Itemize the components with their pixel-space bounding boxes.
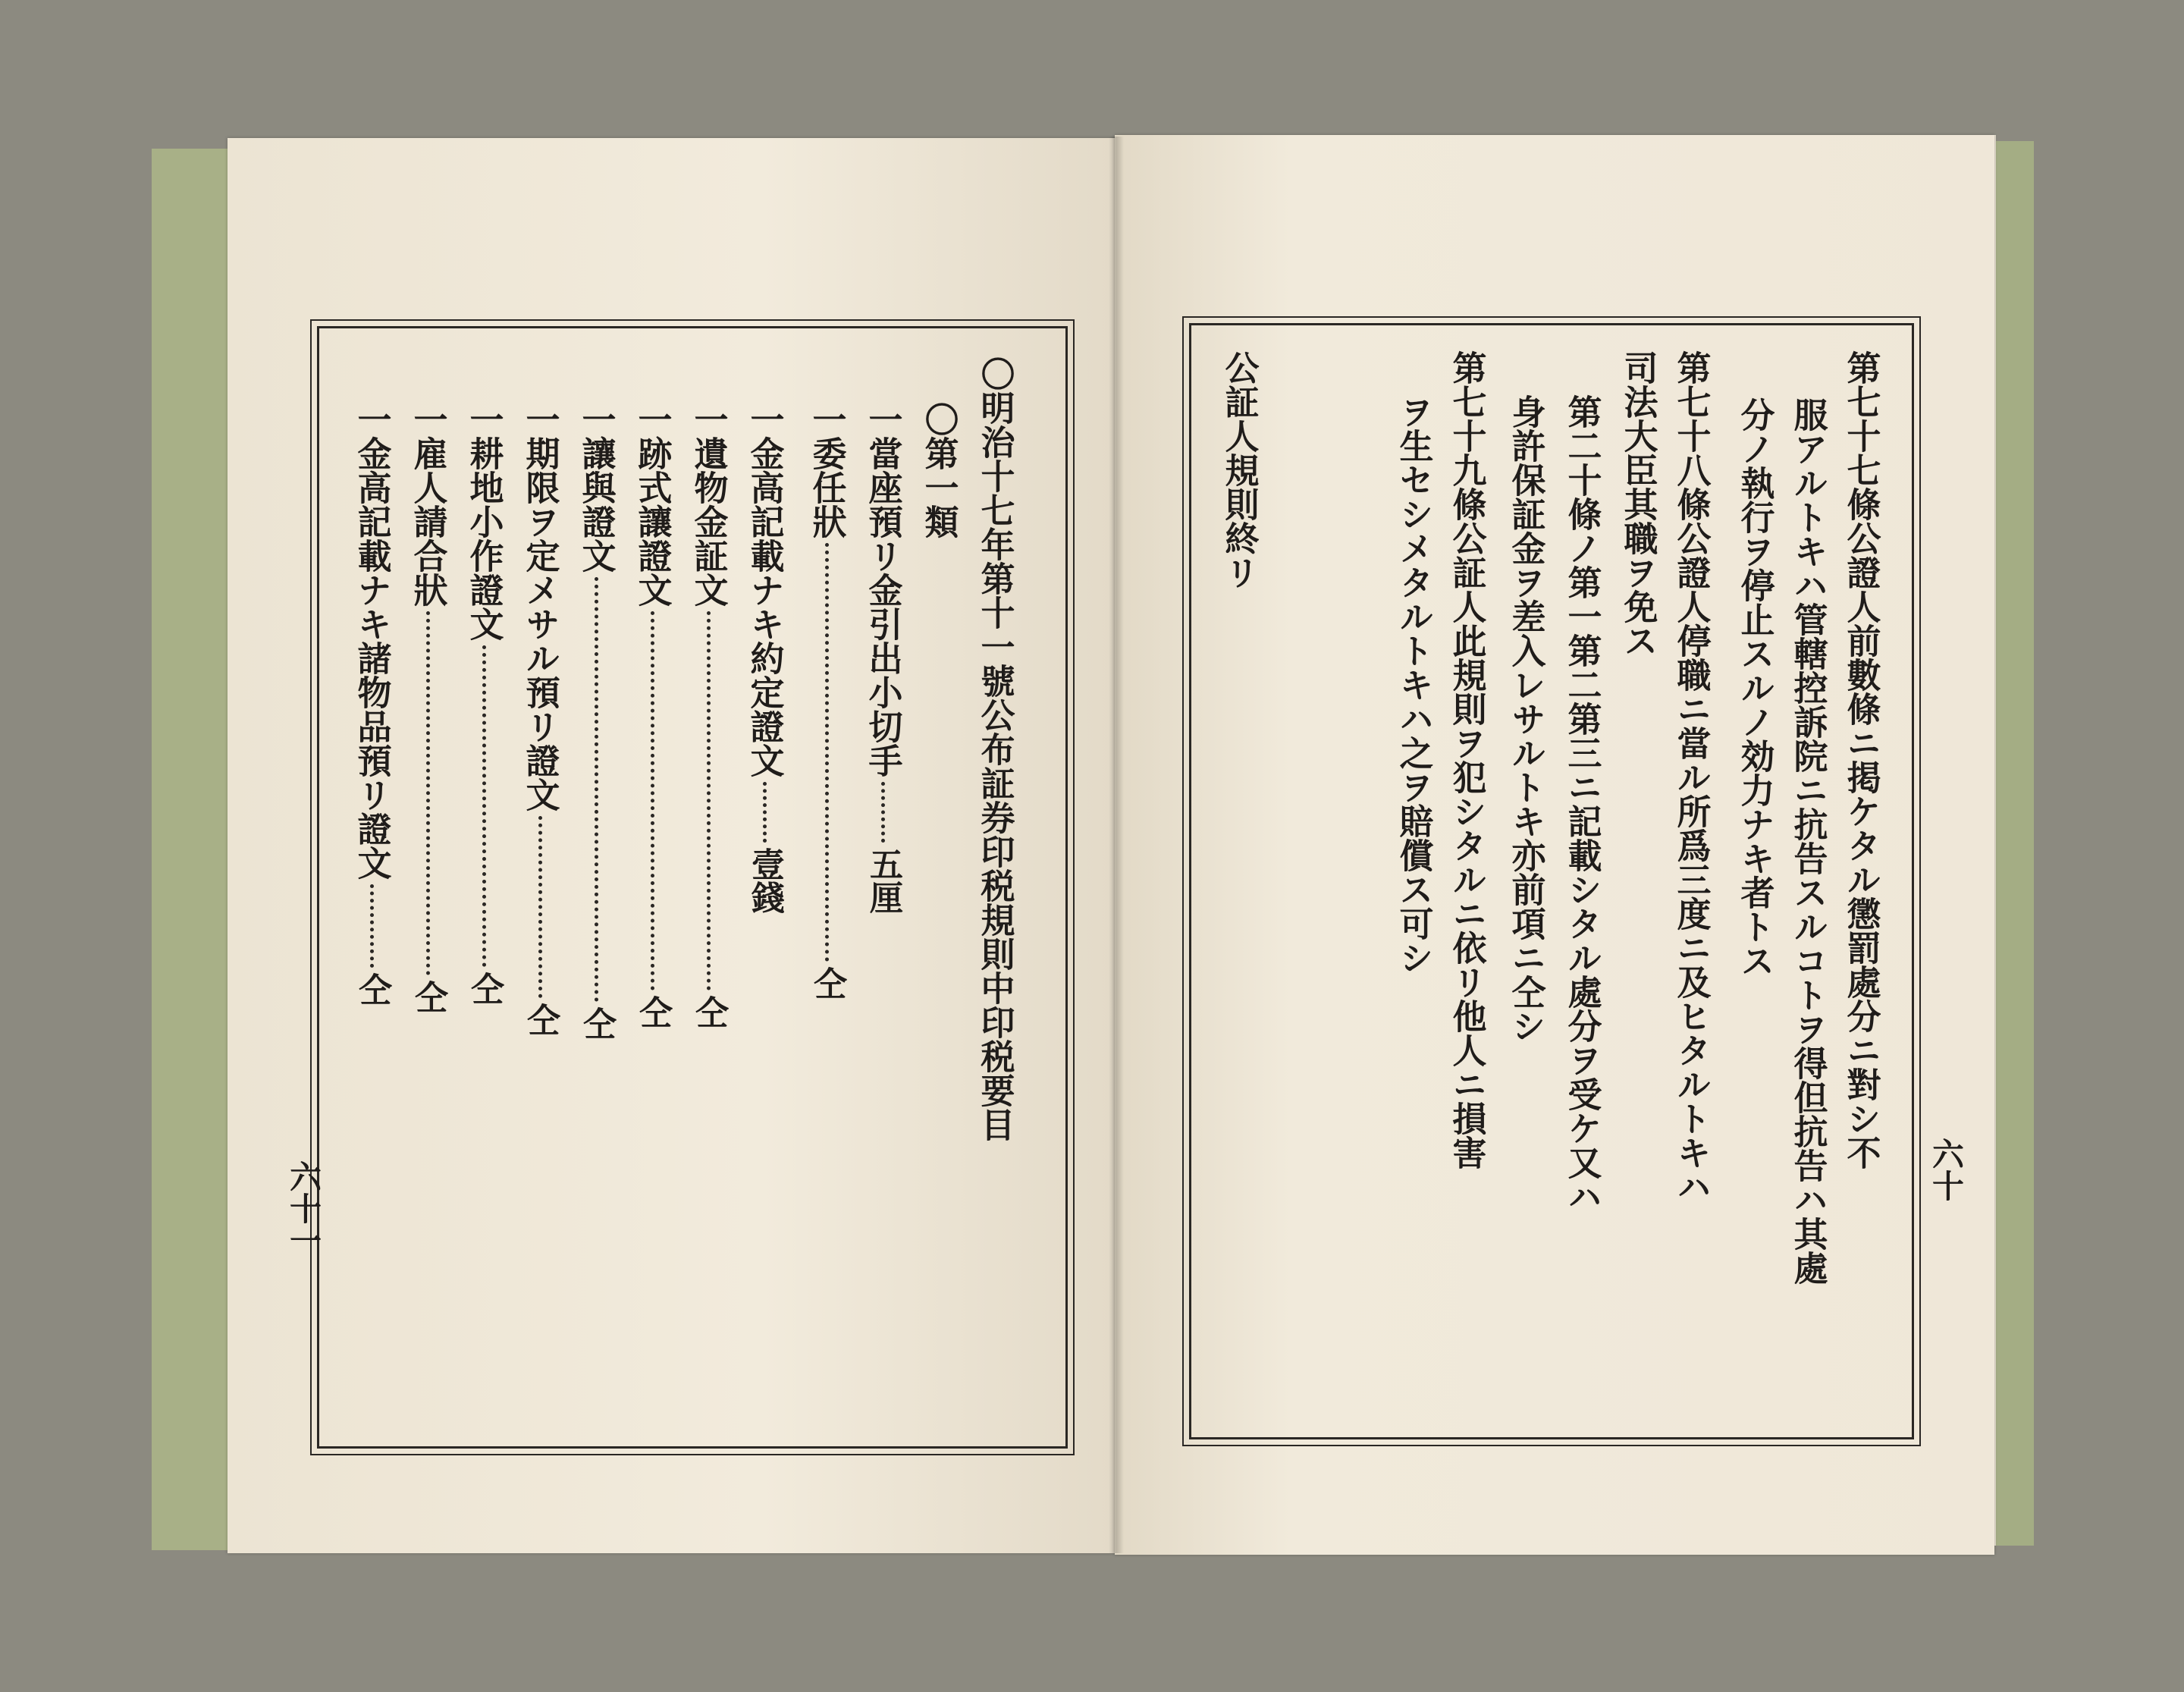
text-column [1615,350,1661,658]
heading-section-text: 〇第一類 [918,402,959,538]
text-column-content: 第七十九條公証人此規則ヲ犯シタルニ依リ他人ニ損害 [1446,350,1487,1169]
left-heading-section [916,402,962,538]
text-column-content: 第二十條ノ第一第二第三ニ記載シタル處分ヲ受ケ又ハ [1561,394,1602,1213]
right-page-number: 六十 [1928,1138,1965,1201]
list-item-value: 仝 [521,1003,560,1036]
list-item-value: 壹錢 [745,847,784,914]
text-column-content: 身許保証金ヲ差入レサルトキ亦前項ニ仝シ [1505,394,1546,1043]
list-item-value: 仝 [577,1006,616,1040]
dotted-leader [482,645,486,967]
list-item [686,402,731,1028]
list-item-value: 仝 [409,980,447,1013]
list-item [573,402,619,1040]
text-column [1732,397,1778,978]
dotted-leader [825,543,829,962]
text-column [1444,350,1489,1169]
text-column [1391,394,1436,975]
list-item-label: 一讓與證文 [576,402,617,573]
heading-main-text: 〇明治十七年第十一號公布証券印税規則中印税要目 [974,356,1015,1141]
list-item [517,402,563,1036]
dotted-leader [651,611,654,990]
text-column [1503,394,1549,1043]
text-column-content: 第七十七條公證人前數條ニ掲ケタル懲罰處分ニ對シ不 [1840,350,1881,1169]
left-page-number: 六十一 [285,1160,322,1256]
dotted-leader [426,611,430,975]
text-column [1668,350,1714,1204]
dotted-leader [763,782,767,843]
text-column-content: 公証人規則終リ [1219,350,1260,589]
left-heading-main [972,356,1018,1141]
list-item [860,402,905,914]
text-column-content: 服アルトキハ管轄控訴院ニ抗告スルコトヲ得但抗告ハ其處 [1787,397,1828,1285]
list-item-label: 一雇人請合狀 [407,402,448,607]
text-column-content: 分ノ執行ヲ停止スルノ効力ナキ者トス [1734,397,1775,978]
list-item-value: 仝 [808,966,846,1000]
text-column [1559,394,1605,1213]
text-column [1838,350,1884,1169]
list-item-value: 仝 [465,972,504,1005]
list-item [405,402,450,1013]
list-item-value: 仝 [353,972,391,1006]
dotted-leader [707,611,711,990]
list-item-value: 五厘 [864,847,902,914]
list-item-label: 一金高記載ナキ約定證文 [744,402,785,777]
dotted-leader [370,884,374,968]
list-item-label: 一耕地小作證文 [463,402,504,641]
list-item-label: 一金高記載ナキ諸物品預リ證文 [351,402,392,880]
book-gutter [1109,137,1124,1553]
text-column-content: ヲ生セシメタルトキハ之ヲ賠償ス可シ [1393,394,1434,975]
dotted-leader [538,816,542,998]
list-item [629,402,675,1028]
list-item-label: 一當座預リ金引出小切手 [862,402,903,777]
list-item-value: 仝 [633,995,672,1028]
list-item [804,402,849,1000]
list-item [461,402,507,1005]
list-item-label: 一遺物金証文 [688,402,729,607]
list-item [349,402,394,1006]
dotted-leader [595,577,598,1002]
text-column-content: 司法大臣其職ヲ免ス [1618,350,1658,658]
list-item-label: 一委任狀 [806,402,847,538]
list-item [742,402,787,914]
dotted-leader [881,782,885,843]
list-item-value: 仝 [689,995,728,1028]
text-column [1216,350,1262,589]
list-item-label: 一期限ヲ定メサル預リ證文 [519,402,560,811]
text-column-content: 第七十八條公證人停職ニ當ル所爲三度ニ及ヒタルトキハ [1671,350,1712,1204]
list-item-label: 一跡式讓證文 [632,402,673,607]
text-column [1785,397,1831,1285]
